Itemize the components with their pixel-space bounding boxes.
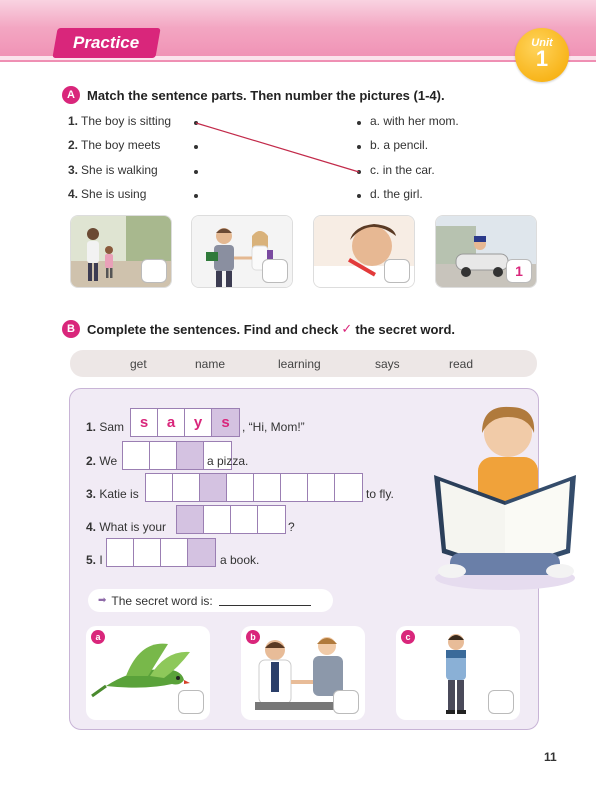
letter-cell[interactable] xyxy=(204,506,231,533)
practice-label: Practice xyxy=(52,28,160,58)
picture-car xyxy=(435,215,537,288)
letter-cell[interactable]: a xyxy=(158,409,185,436)
sentence-4-cells[interactable] xyxy=(176,505,286,534)
picture-1-answer-box[interactable] xyxy=(141,259,167,283)
word-bank-item: get xyxy=(130,357,147,371)
sentence-3-cells[interactable] xyxy=(145,473,363,502)
secret-word-label: The secret word is: xyxy=(111,593,213,608)
letter-cell[interactable] xyxy=(227,474,254,501)
sentence-3-start: 3. Katie is xyxy=(86,487,139,501)
picture-4-answer-box[interactable]: 1 xyxy=(506,259,532,283)
unit-word: Unit xyxy=(531,37,553,49)
secret-word-blank[interactable] xyxy=(219,596,311,606)
letter-cell[interactable] xyxy=(173,474,200,501)
picture-walking xyxy=(70,215,172,288)
word-bank-item: read xyxy=(449,357,474,371)
letter-cell[interactable] xyxy=(258,506,285,533)
picture-2-answer-box[interactable] xyxy=(262,259,288,283)
option-a-checkbox[interactable] xyxy=(178,690,204,714)
letter-cell-highlight[interactable]: s xyxy=(212,409,239,436)
letter-cell[interactable] xyxy=(146,474,173,501)
match-right-a: a. with her mom. xyxy=(370,114,459,128)
section-a-instruction: Match the sentence parts. Then number the pictures (1-4). xyxy=(87,87,445,103)
option-c-checkbox[interactable] xyxy=(488,690,514,714)
word-bank-item: name xyxy=(195,357,226,371)
picture-meeting xyxy=(191,215,293,288)
word-bank-item: learning xyxy=(278,357,321,371)
check-icon: ✓ xyxy=(341,321,353,336)
word-bank xyxy=(70,350,537,377)
picture-3-answer-box[interactable] xyxy=(384,259,410,283)
arrow-right-icon: ➡ xyxy=(98,595,107,606)
option-a-letter: a xyxy=(91,630,105,644)
sentence-1-start: 1. Sam xyxy=(86,420,125,434)
option-c-boy xyxy=(396,626,520,720)
sentence-3-end: to fly. xyxy=(366,487,394,501)
match-left-4: 4. She is using xyxy=(68,187,147,201)
unit-number: 1 xyxy=(535,46,549,71)
letter-cell[interactable]: s xyxy=(131,409,158,436)
match-right-d: d. the girl. xyxy=(370,187,423,201)
match-left-1: 1. The boy is sitting xyxy=(68,114,172,128)
match-right-b: b. a pencil. xyxy=(370,138,429,152)
page-number: 11 xyxy=(544,750,557,764)
letter-cell[interactable] xyxy=(254,474,281,501)
match-left-2: 2. The boy meets xyxy=(68,138,161,152)
letter-cell-highlight[interactable] xyxy=(177,506,204,533)
sentence-5-cells[interactable] xyxy=(106,538,216,567)
letter-cell[interactable] xyxy=(335,474,362,501)
section-b-instruction-end: the secret word. xyxy=(355,321,456,337)
boy-reading-illustration xyxy=(420,403,585,593)
section-b-instruction-start: Complete the sentences. Find and check xyxy=(87,321,339,337)
letter-cell-highlight[interactable] xyxy=(188,539,215,566)
letter-cell[interactable] xyxy=(308,474,335,501)
match-left-3: 3. She is walking xyxy=(68,163,158,177)
letter-cell[interactable] xyxy=(231,506,258,533)
option-b-letter: b xyxy=(246,630,260,644)
letter-cell[interactable] xyxy=(123,442,150,469)
letter-cell-highlight[interactable] xyxy=(200,474,227,501)
picture-pencil xyxy=(313,215,415,288)
secret-word-line xyxy=(88,589,333,612)
letter-cell[interactable] xyxy=(281,474,308,501)
letter-cell[interactable] xyxy=(161,539,188,566)
sentence-5-end: a book. xyxy=(220,553,260,567)
section-b-heading xyxy=(62,320,455,338)
sentence-1-end: , “Hi, Mom!” xyxy=(242,420,305,434)
sentence-2-start: 2. We xyxy=(86,454,118,468)
option-b-doctor xyxy=(241,626,365,720)
match-right-c: c. in the car. xyxy=(370,163,435,177)
letter-cell[interactable] xyxy=(107,539,134,566)
sentence-1-cells[interactable] xyxy=(130,408,240,437)
word-bank-item: says xyxy=(375,357,400,371)
option-a-parrot xyxy=(86,626,210,720)
sentence-2-end: a pizza. xyxy=(207,454,249,468)
option-b-checkbox[interactable] xyxy=(333,690,359,714)
sentence-4-start: 4. What is your xyxy=(86,520,167,534)
sentence-5-start: 5. I xyxy=(86,553,103,567)
letter-cell-highlight[interactable] xyxy=(177,442,204,469)
sentence-4-end: ? xyxy=(288,520,295,534)
section-a-letter: A xyxy=(62,86,80,104)
option-c-letter: c xyxy=(401,630,415,644)
letter-cell[interactable] xyxy=(134,539,161,566)
letter-cell[interactable]: y xyxy=(185,409,212,436)
section-b-letter: B xyxy=(62,320,80,338)
letter-cell[interactable] xyxy=(150,442,177,469)
